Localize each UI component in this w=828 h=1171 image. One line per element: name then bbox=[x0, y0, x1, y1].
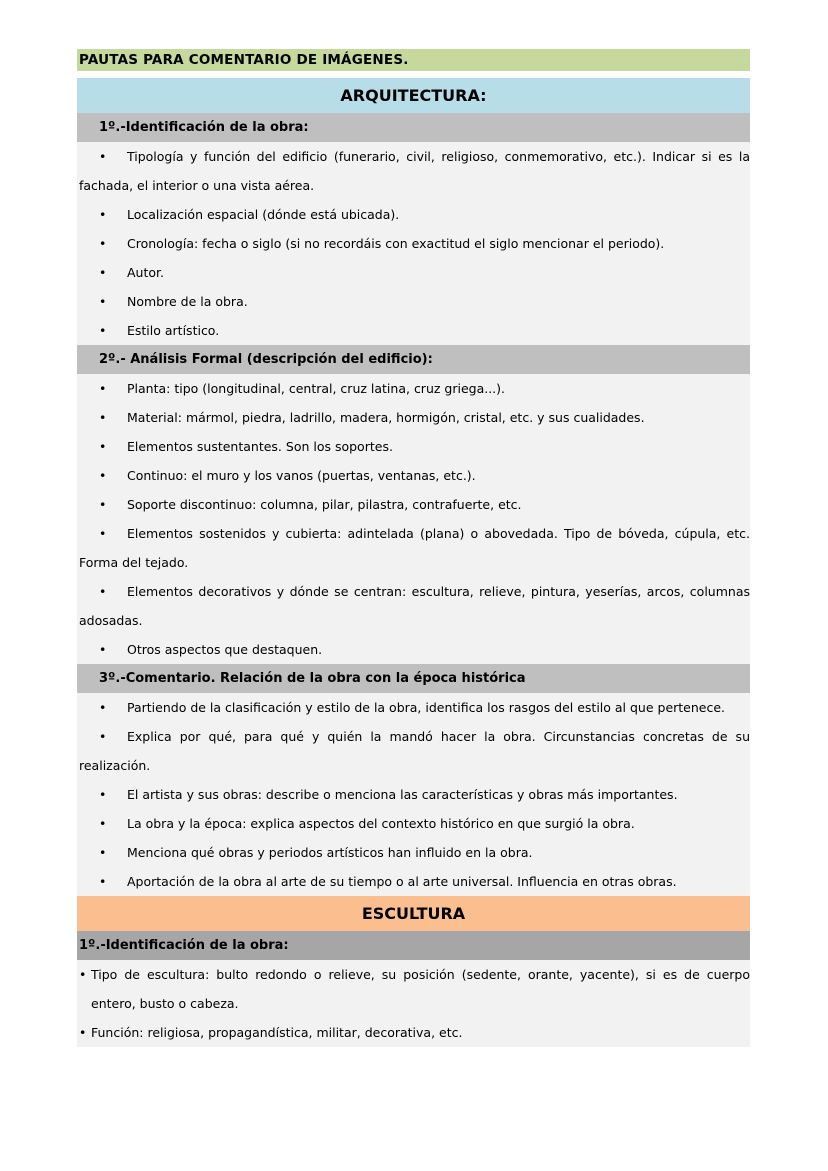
bullet-icon: • bbox=[99, 381, 107, 396]
list-item-text: Localización espacial (dónde está ubicada). bbox=[127, 207, 400, 222]
bullet-icon: • bbox=[99, 207, 107, 222]
list-item bbox=[77, 577, 750, 635]
bullet-icon: • bbox=[99, 323, 107, 338]
bullet-icon: • bbox=[99, 439, 107, 454]
bullet-icon: • bbox=[99, 845, 107, 860]
list-item-text: Nombre de la obra. bbox=[127, 294, 248, 309]
list-item-text: El artista y sus obras: describe o menciona las características y obras más importantes. bbox=[127, 787, 678, 802]
list-item bbox=[77, 229, 750, 258]
list-item-text: Tipología y función del edificio (funerario, civil, religioso, conmemorativo, etc.). Indicar si es la fachada, el interior o una vista aérea. bbox=[79, 149, 750, 193]
section-items bbox=[77, 960, 750, 1047]
list-item bbox=[77, 142, 750, 200]
bullet-icon: • bbox=[99, 729, 107, 744]
list-item-text: Función: religiosa, propagandística, militar, decorativa, etc. bbox=[91, 1025, 463, 1040]
bullet-icon: • bbox=[99, 642, 107, 657]
section-heading: 3º.-Comentario. Relación de la obra con la época histórica bbox=[77, 664, 750, 693]
list-item bbox=[77, 838, 750, 867]
list-item-text: Continuo: el muro y los vanos (puertas, ventanas, etc.). bbox=[127, 468, 476, 483]
list-item bbox=[77, 432, 750, 461]
list-item-text: Elementos decorativos y dónde se centran: escultura, relieve, pintura, yeserías, arcos, columnas adosadas. bbox=[79, 584, 750, 628]
list-item-text: Menciona qué obras y periodos artísticos han influido en la obra. bbox=[127, 845, 533, 860]
section-heading: 1º.-Identificación de la obra: bbox=[77, 113, 750, 142]
list-item-text: Aportación de la obra al arte de su tiempo o al arte universal. Influencia en otras obras. bbox=[127, 874, 677, 889]
section-items bbox=[77, 142, 750, 345]
list-item-text: Soporte discontinuo: columna, pilar, pilastra, contrafuerte, etc. bbox=[127, 497, 522, 512]
list-item-text: Material: mármol, piedra, ladrillo, madera, hormigón, cristal, etc. y sus cualidades. bbox=[127, 410, 645, 425]
list-item bbox=[77, 780, 750, 809]
list-item bbox=[77, 960, 750, 1018]
list-item bbox=[77, 374, 750, 403]
list-item-text: Tipo de escultura: bulto redondo o relieve, su posición (sedente, orante, yacente), si es de cuerpo entero, busto o cabeza. bbox=[91, 967, 750, 1011]
bullet-icon: • bbox=[99, 410, 107, 425]
bullet-icon: • bbox=[99, 874, 107, 889]
document-title: PAUTAS PARA COMENTARIO DE IMÁGENES. bbox=[77, 49, 750, 71]
bullet-icon: • bbox=[99, 816, 107, 831]
bullet-icon: • bbox=[99, 294, 107, 309]
list-item bbox=[77, 693, 750, 722]
list-item-text: Elementos sostenidos y cubierta: adintelada (plana) o abovedada. Tipo de bóveda, cúpula, etc. Forma del tejado. bbox=[79, 526, 750, 570]
list-item bbox=[77, 490, 750, 519]
bullet-icon: • bbox=[99, 468, 107, 483]
bullet-icon: • bbox=[99, 584, 107, 599]
bullet-icon: • bbox=[79, 967, 87, 982]
bullet-icon: • bbox=[99, 265, 107, 280]
document-body bbox=[77, 49, 750, 1047]
list-item bbox=[77, 635, 750, 664]
list-item bbox=[77, 316, 750, 345]
list-item-text: La obra y la época: explica aspectos del contexto histórico en que surgió la obra. bbox=[127, 816, 635, 831]
list-item bbox=[77, 722, 750, 780]
list-item-text: Cronología: fecha o siglo (si no recordáis con exactitud el siglo mencionar el periodo). bbox=[127, 236, 665, 251]
list-item bbox=[77, 809, 750, 838]
section-heading: 1º.-Identificación de la obra: bbox=[77, 931, 750, 960]
list-item bbox=[77, 258, 750, 287]
list-item bbox=[77, 1018, 750, 1047]
bullet-icon: • bbox=[99, 497, 107, 512]
list-item bbox=[77, 287, 750, 316]
list-item bbox=[77, 867, 750, 896]
list-item-text: Planta: tipo (longitudinal, central, cruz latina, cruz griega...). bbox=[127, 381, 506, 396]
bullet-icon: • bbox=[99, 526, 107, 541]
list-item-text: Estilo artístico. bbox=[127, 323, 220, 338]
escultura-heading: ESCULTURA bbox=[77, 896, 750, 931]
bullet-icon: • bbox=[99, 787, 107, 802]
list-item-text: Elementos sustentantes. Son los soportes. bbox=[127, 439, 393, 454]
list-item-text: Otros aspectos que destaquen. bbox=[127, 642, 323, 657]
list-item bbox=[77, 519, 750, 577]
list-item bbox=[77, 200, 750, 229]
bullet-icon: • bbox=[99, 149, 107, 164]
list-item-text: Explica por qué, para qué y quién la mandó hacer la obra. Circunstancias concretas de su realización. bbox=[79, 729, 750, 773]
arquitectura-heading: ARQUITECTURA: bbox=[77, 78, 750, 113]
bullet-icon: • bbox=[79, 1025, 87, 1040]
list-item-text: Partiendo de la clasificación y estilo de la obra, identifica los rasgos del estilo al que pertenece. bbox=[127, 700, 726, 715]
list-item bbox=[77, 403, 750, 432]
list-item bbox=[77, 461, 750, 490]
list-item-text: Autor. bbox=[127, 265, 164, 280]
bullet-icon: • bbox=[99, 236, 107, 251]
section-items bbox=[77, 374, 750, 664]
section-heading: 2º.- Análisis Formal (descripción del edificio): bbox=[77, 345, 750, 374]
section-items bbox=[77, 693, 750, 896]
bullet-icon: • bbox=[99, 700, 107, 715]
